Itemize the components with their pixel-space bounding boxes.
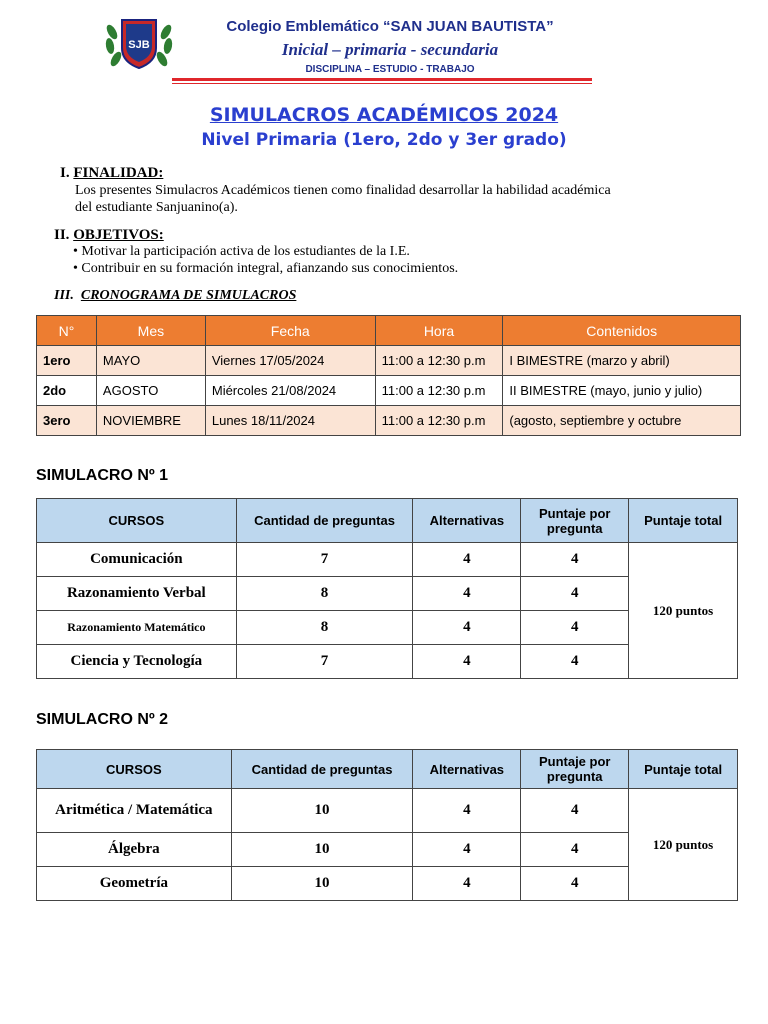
cell-numero: 1ero: [37, 346, 97, 376]
cell-puntaje: 4: [521, 867, 629, 901]
school-name: Colegio Emblemático “SAN JUAN BAUTISTA”: [226, 18, 554, 35]
cell-curso: Razonamiento Matemático: [37, 611, 237, 645]
cell-contenidos: I BIMESTRE (marzo y abril): [503, 346, 741, 376]
cell-curso: Comunicación: [37, 543, 237, 577]
finalidad-line-2: del estudiante Sanjuanino(a).: [75, 200, 238, 215]
cell-cantidad: 10: [231, 789, 413, 833]
cell-cantidad: 7: [236, 543, 413, 577]
col-header-numero: N°: [37, 316, 97, 346]
cell-alternativas: 4: [413, 611, 521, 645]
table-row: [37, 543, 738, 577]
col-header-cursos: CURSOS: [37, 750, 232, 789]
cell-puntaje-total: 120 puntos: [629, 543, 738, 679]
cell-puntaje: 4: [521, 577, 629, 611]
col-header-cantidad: Cantidad de preguntas: [236, 499, 413, 543]
schedule-header-row: [37, 316, 741, 346]
cell-curso: Razonamiento Verbal: [37, 577, 237, 611]
cell-cantidad: 10: [231, 867, 413, 901]
col-header-alternativas: Alternativas: [413, 499, 521, 543]
header-divider-thin: [172, 83, 592, 84]
school-crest-logo: [104, 14, 174, 70]
cell-cantidad: 7: [236, 645, 413, 679]
cell-hora: 11:00 a 12:30 p.m: [375, 376, 503, 406]
cell-fecha: Viernes 17/05/2024: [205, 346, 375, 376]
simulacro-2-table: [36, 749, 738, 901]
cell-fecha: Miércoles 21/08/2024: [205, 376, 375, 406]
schedule-table: [36, 315, 741, 436]
col-header-mes: Mes: [96, 316, 205, 346]
cell-curso: Geometría: [37, 867, 232, 901]
cell-puntaje: 4: [521, 833, 629, 867]
cell-cantidad: 8: [236, 611, 413, 645]
document-subtitle: Nivel Primaria (1ero, 2do y 3er grado): [201, 130, 567, 150]
cell-hora: 11:00 a 12:30 p.m: [375, 406, 503, 436]
col-header-puntaje-total: Puntaje total: [629, 750, 738, 789]
cell-mes: AGOSTO: [96, 376, 205, 406]
svg-text:SJB: SJB: [128, 39, 150, 51]
cell-contenidos: (agosto, septiembre y octubre: [503, 406, 741, 436]
col-header-puntaje-pregunta: Puntaje por pregunta: [521, 750, 629, 789]
cell-contenidos: II BIMESTRE (mayo, junio y julio): [503, 376, 741, 406]
cell-curso: Ciencia y Tecnología: [37, 645, 237, 679]
simulacro-1-table: [36, 498, 738, 679]
cell-numero: 2do: [37, 376, 97, 406]
cell-puntaje: 4: [521, 789, 629, 833]
cell-fecha: Lunes 18/11/2024: [205, 406, 375, 436]
cell-puntaje-total: 120 puntos: [629, 789, 738, 901]
col-header-alternativas: Alternativas: [413, 750, 521, 789]
cell-alternativas: 4: [413, 577, 521, 611]
table-row: [37, 789, 738, 833]
section-finalidad-heading: I. FINALIDAD:: [60, 165, 164, 181]
simulacro-1-header-row: [37, 499, 738, 543]
cell-mes: MAYO: [96, 346, 205, 376]
cell-alternativas: 4: [413, 543, 521, 577]
col-header-fecha: Fecha: [205, 316, 375, 346]
table-row: [37, 346, 741, 376]
simulacro-2-header-row: [37, 750, 738, 789]
section-cronograma-heading: III. CRONOGRAMA DE SIMULACROS: [54, 288, 297, 303]
col-header-hora: Hora: [375, 316, 503, 346]
school-levels: Inicial – primaria - secundaria: [281, 40, 499, 59]
cell-puntaje: 4: [521, 611, 629, 645]
col-header-cantidad: Cantidad de preguntas: [231, 750, 413, 789]
cell-alternativas: 4: [413, 789, 521, 833]
objetivo-item-1: • Motivar la participación activa de los estudiantes de la I.E.: [73, 244, 410, 259]
cell-alternativas: 4: [413, 867, 521, 901]
cell-mes: NOVIEMBRE: [96, 406, 205, 436]
cell-alternativas: 4: [413, 645, 521, 679]
cell-curso: Álgebra: [37, 833, 232, 867]
finalidad-line-1: Los presentes Simulacros Académicos tienen como finalidad desarrollar la habilidad académica: [75, 183, 611, 198]
simulacro-2-title: SIMULACRO Nº 2: [36, 711, 169, 728]
cell-numero: 3ero: [37, 406, 97, 436]
cell-puntaje: 4: [521, 543, 629, 577]
col-header-puntaje-total: Puntaje total: [629, 499, 738, 543]
objetivo-item-2: • Contribuir en su formación integral, afianzando sus conocimientos.: [73, 261, 459, 276]
school-motto: DISCIPLINA – ESTUDIO - TRABAJO: [305, 64, 475, 75]
cell-cantidad: 8: [236, 577, 413, 611]
section-objetivos-heading: II. OBJETIVOS:: [54, 227, 164, 243]
col-header-puntaje-pregunta: Puntaje por pregunta: [521, 499, 629, 543]
cell-hora: 11:00 a 12:30 p.m: [375, 346, 503, 376]
document-title: SIMULACROS ACADÉMICOS 2024: [209, 104, 559, 126]
header-divider: [172, 78, 592, 81]
simulacro-1-title: SIMULACRO Nº 1: [36, 467, 169, 484]
table-row: [37, 406, 741, 436]
table-row: [37, 376, 741, 406]
cell-alternativas: 4: [413, 833, 521, 867]
col-header-contenidos: Contenidos: [503, 316, 741, 346]
cell-puntaje: 4: [521, 645, 629, 679]
col-header-cursos: CURSOS: [37, 499, 237, 543]
cell-curso: Aritmética / Matemática: [37, 789, 232, 833]
cell-cantidad: 10: [231, 833, 413, 867]
